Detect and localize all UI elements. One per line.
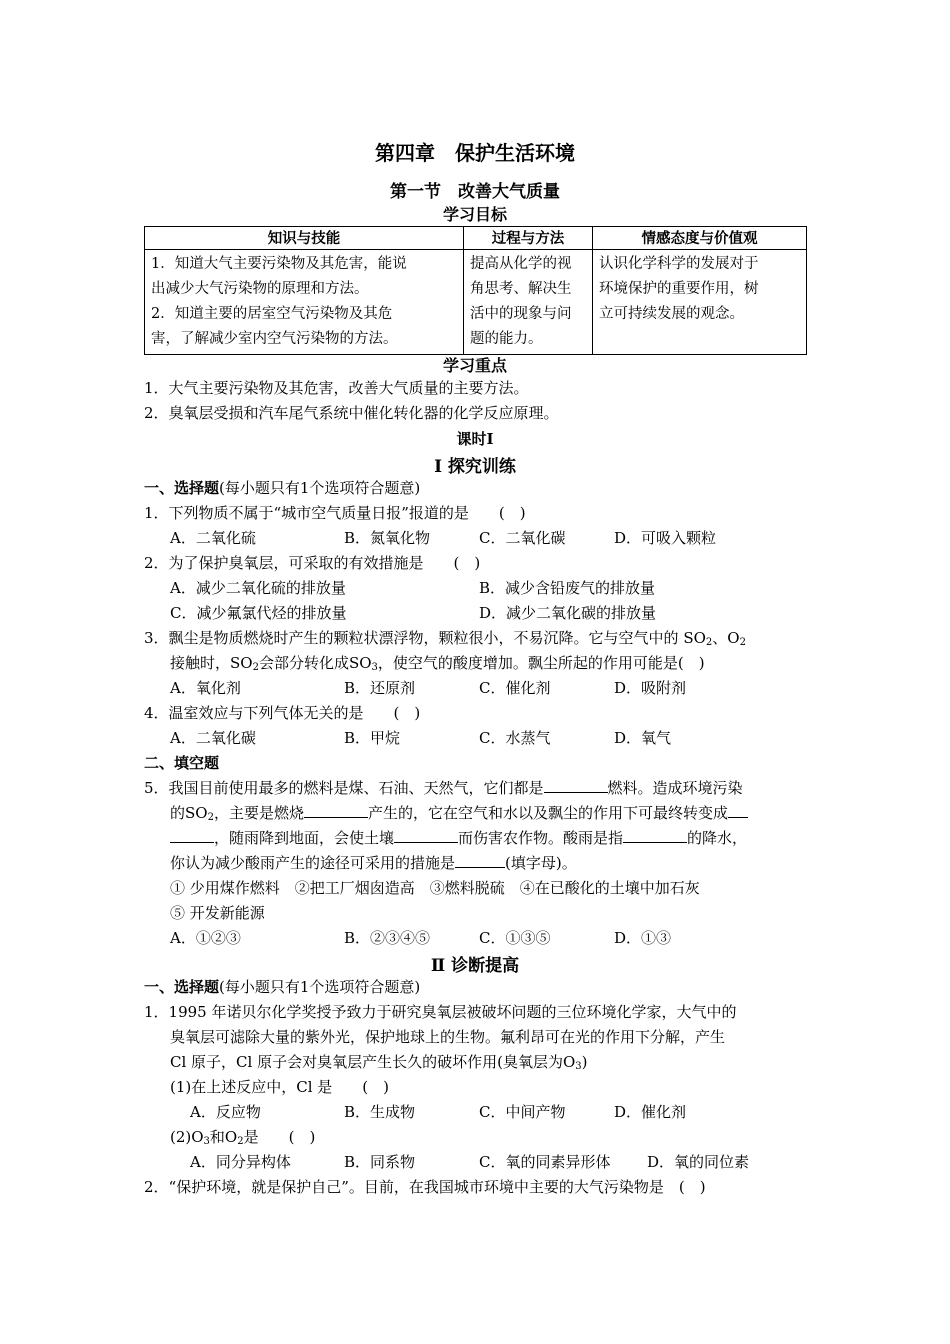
objectives-cell-process	[464, 250, 593, 355]
question-stem: 1．1995 年诺贝尔化学奖授予致力于研究臭氧层被破坏问题的三位环境化学家，大气中的	[144, 1003, 737, 1021]
text-run: 3．飘尘是物质燃烧时产生的颗粒状漂浮物，颗粒很小，不易沉降。它与空气中的 SO	[144, 629, 706, 647]
text-run: 是 ( )	[243, 1128, 316, 1146]
text-run: ，随雨降到地面，会使土壤	[214, 829, 395, 847]
cell-line: 出减少大气污染物的原理和方法。	[151, 281, 369, 297]
question-stem-continued	[170, 827, 747, 849]
option: D．氧的同位素	[647, 1153, 750, 1171]
option: D．氧气	[614, 729, 672, 747]
lesson-label: 课时Ⅰ	[456, 430, 494, 448]
question-stem: 4．温室效应与下列气体无关的是 ( )	[144, 704, 421, 722]
text-run: ，主要是燃烧	[213, 804, 304, 822]
measures-list: ⑤ 开发新能源	[170, 904, 265, 922]
part2-heading: Ⅱ 诊断提高	[430, 956, 520, 976]
option: A．二氧化硫	[170, 529, 256, 547]
cell-line: 题的能力。	[470, 331, 543, 347]
answer-blank[interactable]	[623, 828, 687, 843]
question-stem	[144, 627, 746, 649]
option: B．还原剂	[344, 679, 416, 697]
text-run: 、O	[712, 629, 740, 647]
objectives-cell-knowledge	[145, 250, 464, 355]
subscript: 3	[203, 1136, 210, 1147]
cell-line: 活中的现象与问	[470, 306, 572, 322]
text-run: 产生的，它在空气和水以及飘尘的作用下可最终转变成	[367, 804, 728, 822]
answer-blank[interactable]	[455, 853, 505, 868]
text-run: ，使空气的酸度增加。飘尘所起的作用可能是( )	[377, 654, 705, 672]
text-run: 和O	[209, 1128, 238, 1146]
text-run: Cl 原子，Cl 原子会对臭氧层产生长久的破坏作用(臭氧层为O	[170, 1053, 576, 1071]
text-run: 燃料。造成环境污染	[607, 779, 743, 797]
focus-item: 1．大气主要污染物及其危害，改善大气质量的主要方法。	[144, 379, 529, 397]
cell-line: 2．知道主要的居室空气污染物及其危	[151, 306, 393, 322]
cell-line: 立可持续发展的观念。	[599, 306, 744, 322]
option: A．氧化剂	[170, 679, 241, 697]
question-stem-continued	[170, 802, 748, 824]
sub-question	[170, 1126, 315, 1148]
text-run: (2)O	[170, 1128, 204, 1146]
cell-line: 认识化学科学的发展对于	[599, 256, 759, 272]
part2-mc-label-line	[144, 976, 420, 998]
sub-question: (1)在上述反应中，Cl 是 ( )	[170, 1078, 389, 1096]
answer-blank[interactable]	[304, 803, 368, 818]
cell-line: 环境保护的重要作用，树	[599, 281, 759, 297]
text-run: 接触时，SO	[170, 654, 253, 672]
section-title: 第一节 改善大气质量	[390, 182, 560, 202]
objectives-table	[144, 226, 807, 355]
focus-item: 2．臭氧层受损和汽车尾气系统中催化转化器的化学反应原理。	[144, 404, 559, 422]
text-run: 而伤害农作物。酸雨是指	[458, 829, 624, 847]
question-stem-continued: 臭氧层可滤除大量的紫外光，保护地球上的生物。氟利昂可在光的作用下分解，产生	[170, 1028, 726, 1046]
subscript: 2	[207, 812, 214, 823]
option: A．二氧化碳	[170, 729, 256, 747]
objectives-header-attitude: 情感态度与价值观	[593, 227, 807, 250]
option: D．吸附剂	[614, 679, 687, 697]
objectives-header-process: 过程与方法	[464, 227, 593, 250]
subscript: 3	[371, 662, 378, 673]
part1-mc-label-line	[144, 477, 420, 499]
answer-blank[interactable]	[544, 778, 608, 793]
focus-heading: 学习重点	[442, 356, 507, 375]
question-stem-continued	[170, 1051, 587, 1073]
cell-line: 害，了解减少室内空气污染物的方法。	[151, 331, 398, 347]
text-run: )	[581, 1053, 588, 1071]
option: C．水蒸气	[479, 729, 551, 747]
subscript: 2	[739, 637, 746, 648]
section-label: 一、选择题	[144, 479, 220, 497]
option: B．氮氧化物	[344, 529, 431, 547]
question-stem	[144, 777, 743, 799]
option: A．减少二氧化硫的排放量	[170, 579, 346, 597]
option: D．减少二氧化碳的排放量	[479, 604, 657, 622]
question-stem: 2．“保护环境，就是保护自己”。目前，在我国城市环境中主要的大气污染物是 ( )	[144, 1178, 706, 1196]
subscript: 2	[237, 1136, 244, 1147]
section-note: (每小题只有1个选项符合题意)	[219, 978, 421, 996]
question-stem-continued	[170, 852, 577, 874]
option: A．反应物	[190, 1103, 261, 1121]
option: C．氧的同素异形体	[479, 1153, 611, 1171]
cell-line: 提高从化学的视	[470, 256, 572, 272]
objectives-heading: 学习目标	[442, 205, 507, 224]
cell-line: 角思考、解决生	[470, 281, 572, 297]
objectives-header-knowledge: 知识与技能	[145, 227, 464, 250]
subscript: 3	[575, 1061, 582, 1072]
subscript: 2	[252, 662, 259, 673]
measures-list: ① 少用煤作燃料 ②把工厂烟囱造高 ③燃料脱硫 ④在已酸化的土壤中加石灰	[170, 879, 700, 897]
section-label: 一、选择题	[144, 978, 220, 996]
option: A．①②③	[170, 929, 241, 947]
text-run: 会部分转化成SO	[258, 654, 372, 672]
answer-blank[interactable]	[394, 828, 458, 843]
section-label: 二、填空题	[144, 754, 220, 772]
option: B．②③④⑤	[344, 929, 431, 947]
option: B．甲烷	[344, 729, 401, 747]
text-run: 的降水，	[687, 829, 748, 847]
answer-blank[interactable]	[170, 828, 214, 843]
text-run: 5．我国目前使用最多的燃料是煤、石油、天然气，它们都是	[144, 779, 544, 797]
option: C．二氧化碳	[479, 529, 566, 547]
option: B．同系物	[344, 1153, 416, 1171]
text-run: (填字母)。	[505, 854, 577, 872]
option: B．生成物	[344, 1103, 416, 1121]
option: A．同分异构体	[190, 1153, 291, 1171]
text-run: 你认为减少酸雨产生的途径可采用的措施是	[170, 854, 456, 872]
question-stem: 2．为了保护臭氧层，可采取的有效措施是 ( )	[144, 554, 481, 572]
text-run: 的SO	[170, 804, 208, 822]
option: C．①③⑤	[479, 929, 551, 947]
option: C．中间产物	[479, 1103, 566, 1121]
question-stem: 1．下列物质不属于“城市空气质量日报”报道的是 ( )	[144, 504, 526, 522]
option: B．减少含铅废气的排放量	[479, 579, 656, 597]
subscript: 2	[705, 637, 713, 648]
part1-heading: Ⅰ 探究训练	[434, 457, 516, 477]
option: D．催化剂	[614, 1103, 687, 1121]
cell-line: 1．知道大气主要污染物及其危害，能说	[151, 256, 407, 272]
option: D．可吸入颗粒	[614, 529, 717, 547]
section-note: (每小题只有1个选项符合题意)	[219, 479, 421, 497]
answer-blank[interactable]	[728, 803, 748, 818]
objectives-cell-attitude	[593, 250, 807, 355]
option: D．①③	[614, 929, 672, 947]
option: C．催化剂	[479, 679, 551, 697]
question-stem-continued	[170, 652, 705, 674]
chapter-title: 第四章 保护生活环境	[375, 141, 575, 165]
option: C．减少氟氯代烃的排放量	[170, 604, 347, 622]
